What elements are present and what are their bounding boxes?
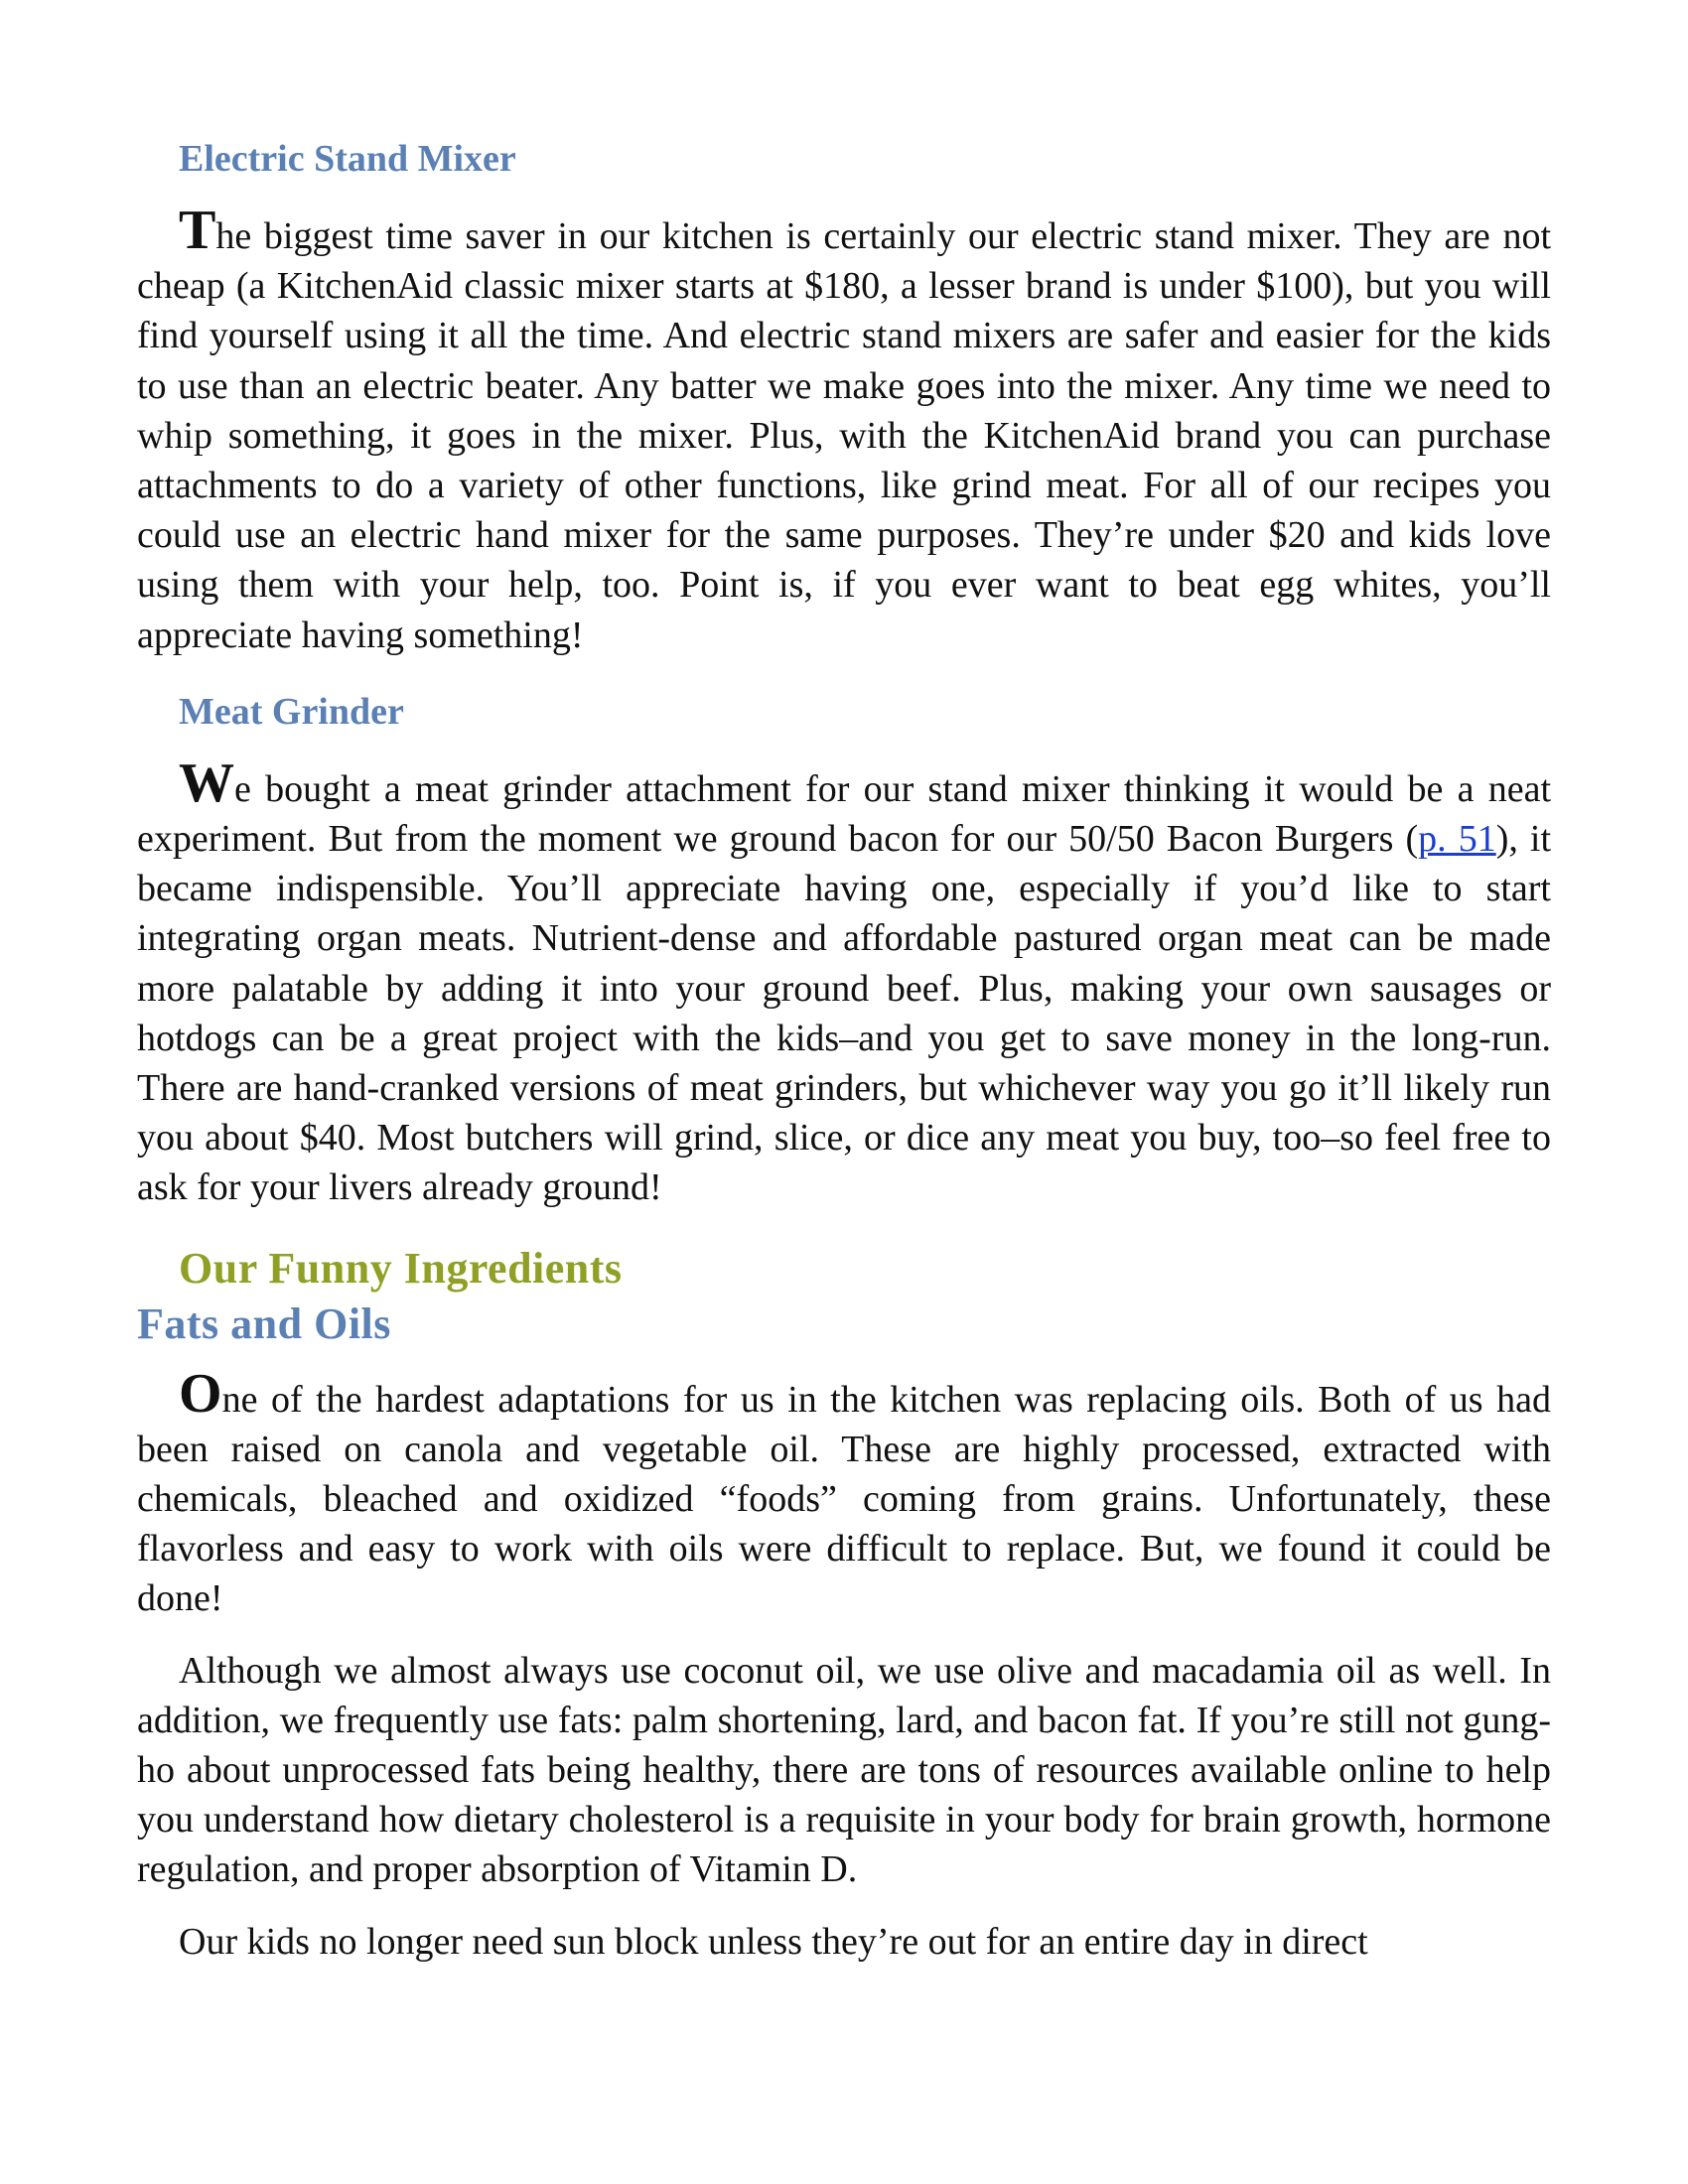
paragraph-meat-grinder [137,751,1552,1213]
page-reference-link[interactable]: p. 51 [1418,818,1496,861]
paragraph-text: ne of the hardest adaptations for us in the kitchen was replacing oils. Both of us had been raised on canola and vegetable oil. These are highly processed, extracted with chemicals, bleached and oxidized “foods” coming from grains. Unfortunately, these flavorless and easy to work with oils were difficult to replace. But, we found it could be done! [137,1378,1551,1620]
heading-electric-stand-mixer: Electric Stand Mixer [179,138,516,180]
paragraph-stand-mixer [137,200,1551,660]
heading-fats-and-oils: Fats and Oils [137,1298,391,1348]
drop-cap: O [179,1362,222,1425]
paragraph-fats-oils-3: Our kids no longer need sun block unless they’re out for an entire day in direct [179,1920,1368,1963]
spacer [137,742,1551,763]
drop-cap: T [179,200,216,261]
heading-our-funny-ingredients: Our Funny Ingredients [179,1243,623,1293]
spacer [137,1213,1551,1241]
spacer [137,1352,1551,1374]
drop-cap: W [179,751,234,814]
paragraph-text: he biggest time saver in our kitchen is certainly our electric stand mixer. They are not cheap (a KitchenAid classic mixer starts at $180, a lesser brand is under $100), but you will find yourself using it all the time. And electric stand mixers are safer and easier for the kids to use than an electric beater. Any batter we make goes into the mixer. Any time we need to whip something, it goes in the mixer. Plus, with the KitchenAid brand you can purchase attachments to do a variety of other functions, like grind meat. For all of our recipes you could use an electric hand mixer for the same purposes. They’re under $20 and kids love using them with your help, too. Point is, if you ever want to beat egg whites, you’ll appreciate having something! [137,215,1551,656]
document-page [137,129,1551,1967]
paragraph-text: e bought a meat grinder attachment for our stand mixer thinking it would be a neat experiment. But from the moment we ground bacon for our 50/50 Bacon Burgers ( [137,767,1551,861]
spacer [137,189,1551,210]
spacer [137,1624,1551,1646]
heading-meat-grinder: Meat Grinder [179,690,404,733]
paragraph-fats-oils-1 [137,1362,1551,1624]
spacer [137,660,1551,682]
paragraph-text: ), it became indispensible. You’ll appreciate having one, especially if you’d like to start integrating organ meats. Nutrient-dense and affordable pastured organ meat can be made more palatable by adding it into your ground beef. Plus, making your own sausages or hotdogs can be a great project with the kids–and you get to save money in the long-run. There are hand-cranked versions of meat grinders, but whichever way you go it’ll likely run you about $40. Most butchers will grind, slice, or dice any meat you buy, too–so feel free to ask for your livers already ground! [137,818,1552,1209]
paragraph-fats-oils-2: Although we almost always use coconut oil, we use olive and macadamia oil as well. In addition, we frequently use fats: palm shortening, lard, and bacon fat. If you’re still not gung-ho about unprocessed fats being healthy, there are tons of resources available online to help you understand how dietary cholesterol is a requisite in your body for brain growth, hormone regulation, and proper absorption of Vitamin D. [137,1649,1551,1891]
spacer [137,1895,1551,1917]
